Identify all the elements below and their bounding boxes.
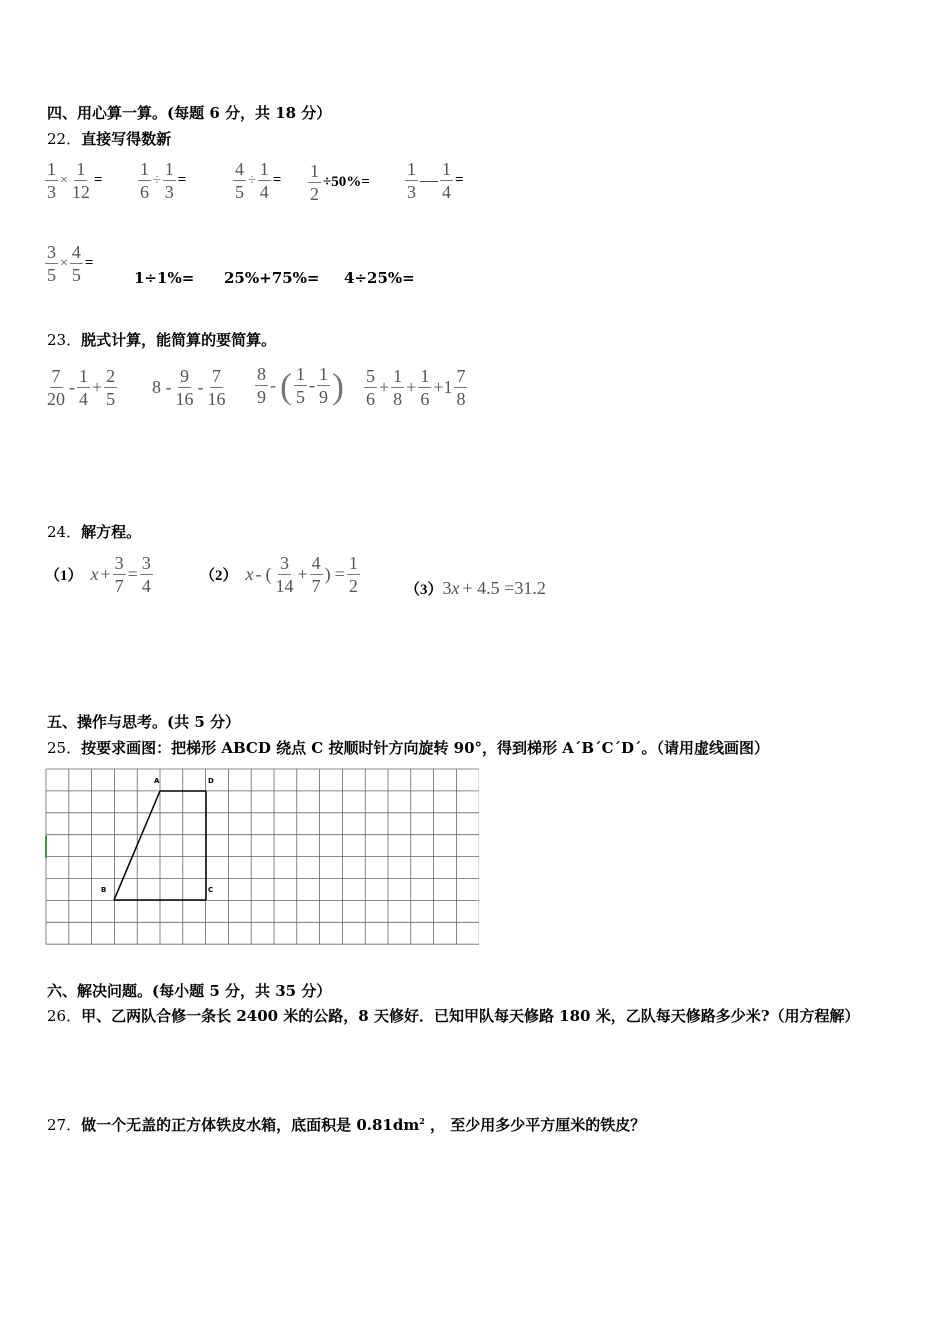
question-number: 25． [47,739,82,757]
section-6-title: 六、解决问题。(每小题 5 分，共 35 分） [47,982,332,1000]
superscript: 2 [419,1116,425,1126]
q23-expr-1: $\frac{7}{20}$ - $\frac{1}{4}$ + $\frac{2}{5}$ [47,366,116,409]
question-27 [47,1114,645,1135]
question-22 [47,128,171,149]
label-d: D [208,777,214,785]
q22-item-7: 1÷1%= [134,269,195,287]
section-4-title: 四、用心算一算。(每题 6 分，共 18 分） [47,104,332,122]
q23-expr-4: $\frac{5}{6}$ + $\frac{1}{8}$ + $\frac{1}{6}$ +1 $\frac{7}{8}$ [366,366,466,409]
question-number: 26． [47,1007,82,1025]
question-text-b: ， 至少用多少平方厘米的铁皮？ [424,1116,646,1134]
question-text: 直接写得数新 [81,130,172,148]
q24-equation-3: （3） 3 x + 4.5 =31.2 [405,578,546,598]
q22-item-5: $\frac{1}{3}$ — $\frac{1}{4}$ = [407,159,464,202]
question-text-a: 做一个无盖的正方体铁皮水箱，底面积是 0.81dm [81,1116,420,1134]
question-number: 27． [47,1116,82,1134]
section-5-title: 五、操作与思考。(共 5 分） [47,713,240,731]
question-text: 解方程。 [81,523,142,541]
label-b: B [101,886,107,894]
q22-item-4: $\frac{1}{2}$ ÷50%= [310,161,370,204]
grid-lines [46,769,479,944]
question-number: 23． [47,331,82,349]
question-text: 脱式计算，能简算的要简算。 [81,331,277,349]
q22-item-2: $\frac{1}{6}$ ÷ $\frac{1}{3}$ = [140,159,187,202]
q24-equation-1: （1） x + $\frac{3}{7}$ = $\frac{3}{4}$ [45,553,151,596]
question-text: 按要求画图：把梯形 ABCD 绕点 C 按顺时针方向旋转 90°，得到梯形 A´B´C´D´。（请用虚线画图） [81,739,770,757]
label-c: C [208,886,214,894]
question-26 [47,1005,860,1026]
q22-item-3: $\frac{4}{5}$ ÷ $\frac{1}{4}$ = [235,159,282,202]
question-25 [47,737,769,758]
label-a: A [154,777,160,785]
question-24 [47,521,141,542]
trapezoid-grid-figure [45,768,479,950]
q23-expr-2: 8 - $\frac{9}{16}$ - $\frac{7}{16}$ [152,366,226,409]
q22-item-9: 4÷25%= [344,269,415,287]
grid-svg [45,768,479,946]
q22-item-6: $\frac{3}{5}$ × $\frac{4}{5}$ = [47,242,94,285]
q22-item-8: 25%+75%= [224,269,320,287]
q22-item-1: $\frac{1}{3}$ × $\frac{1}{12}$ = [47,159,103,202]
question-23 [47,329,276,350]
q23-expr-3: $\frac{8}{9}$ - ( $\frac{1}{5}$ - $\frac{1}{9}$ ) [257,364,344,407]
question-number: 22． [47,130,82,148]
question-number: 24． [47,523,82,541]
q24-equation-2: （2） x - ( $\frac{3}{14}$ + $\frac{4}{7}$ ) = $\frac{1}{2}$ [200,553,358,596]
question-text: 甲、乙两队合修一条长 2400 米的公路，8 天修好．已知甲队每天修路 180 米，乙队每天修路多少米?（用方程解） [81,1007,860,1025]
